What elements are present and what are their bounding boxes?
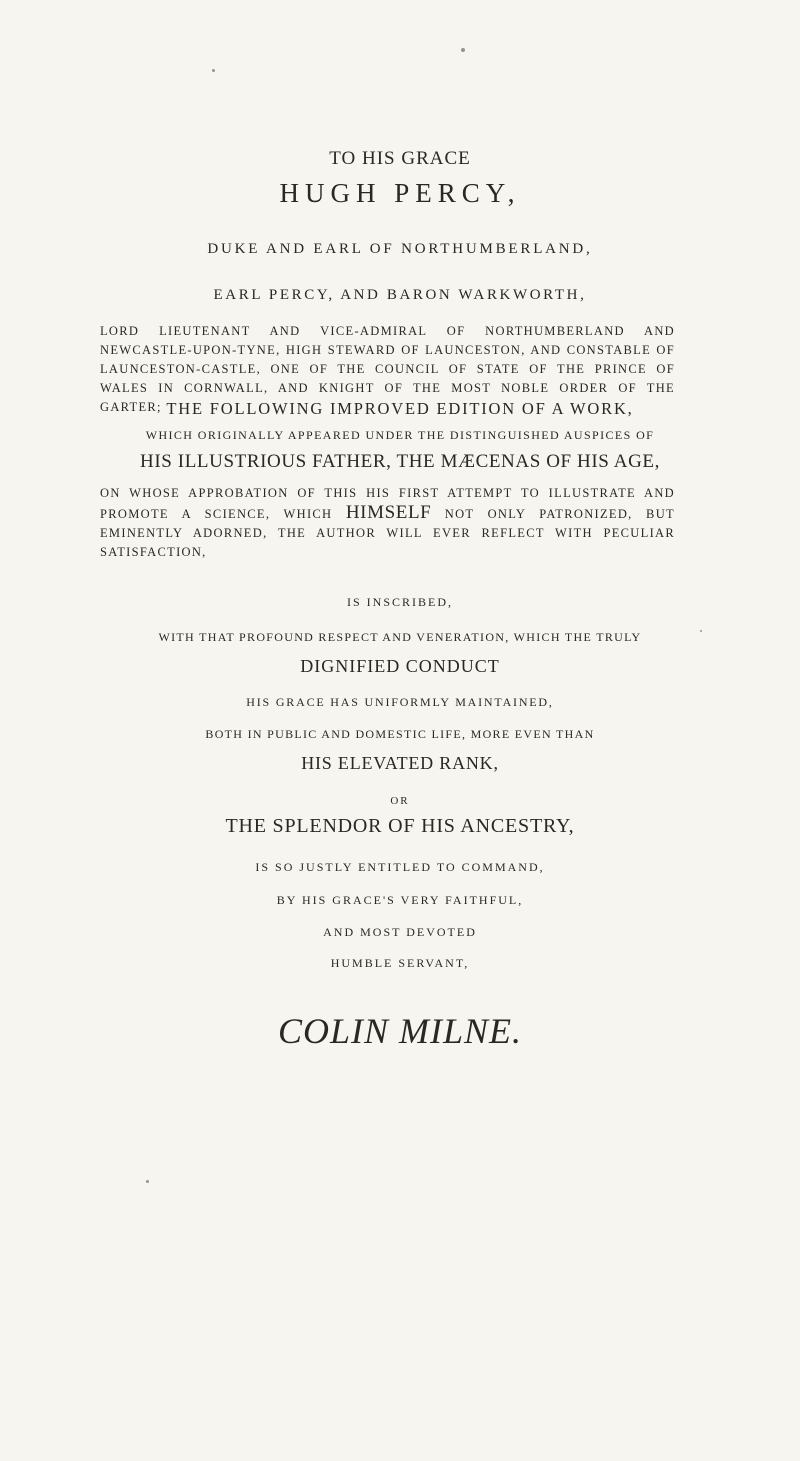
following-edition-line: THE FOLLOWING IMPROVED EDITION OF A WORK, bbox=[166, 399, 634, 418]
humble-servant-line: HUMBLE SERVANT, bbox=[330, 956, 470, 970]
faithful-line: BY HIS GRACE'S VERY FAITHFUL, bbox=[276, 893, 524, 907]
paper-speck bbox=[146, 1180, 149, 1183]
elevated-rank-line: HIS ELEVATED RANK, bbox=[301, 753, 499, 773]
duke-line: DUKE AND EARL OF NORTHUMBERLAND, bbox=[207, 241, 593, 257]
dignified-conduct-line: DIGNIFIED CONDUCT bbox=[300, 656, 500, 676]
public-domestic-line: BOTH IN PUBLIC AND DOMESTIC LIFE, MORE EVEN THAN bbox=[205, 727, 595, 741]
approbation-end: NOT ONLY PATRONIZED, BUT EMINENTLY ADORNED, THE AUTHOR WILL EVER REFLECT WITH PECULIAR SATISFACTION, bbox=[100, 507, 675, 559]
titles-paragraph: LORD LIEUTENANT AND VICE-ADMIRAL OF NORTHUMBERLAND AND NEWCASTLE-UPON-TYNE, HIGH STEWARD OF LAUNCESTON, AND CONSTABLE OF LAUNCESTON-CASTLE, ONE OF THE COUNCIL OF STATE OF THE PRINCE OF WALES IN CORNWALL, AND KNIGHT OF THE MOST NOBLE ORDER OF THE GARTER; bbox=[100, 324, 675, 414]
earl-line: EARL PERCY, AND BARON WARKWORTH, bbox=[213, 287, 587, 303]
approbation-start: ON WHOSE APPROBATION OF THIS HIS FIRST ATTEMPT TO ILLUSTRATE AND PROMOTE A SCIENCE, WHICH bbox=[100, 486, 675, 521]
paper-speck bbox=[212, 69, 215, 72]
devoted-line: AND MOST DEVOTED bbox=[323, 925, 477, 939]
paper-speck bbox=[700, 630, 702, 632]
author-signature: COLIN MILNE. bbox=[277, 1011, 523, 1051]
justly-entitled-line: IS SO JUSTLY ENTITLED TO COMMAND, bbox=[255, 860, 545, 874]
splendor-ancestry-line: THE SPLENDOR OF HIS ANCESTRY, bbox=[225, 815, 575, 837]
himself-word: HIMSELF bbox=[345, 502, 432, 523]
originally-appeared-line: WHICH ORIGINALLY APPEARED UNDER THE DISTINGUISHED AUSPICES OF bbox=[145, 428, 655, 442]
to-his-grace: TO HIS GRACE bbox=[329, 148, 471, 169]
grace-maintained-line: HIS GRACE HAS UNIFORMLY MAINTAINED, bbox=[246, 695, 554, 709]
paper-speck bbox=[461, 48, 465, 52]
dedicatee-name: HUGH PERCY, bbox=[279, 178, 521, 208]
approbation-paragraph bbox=[100, 484, 675, 562]
profound-respect-line: WITH THAT PROFOUND RESPECT AND VENERATION, WHICH THE TRULY bbox=[158, 630, 642, 644]
or-line: OR bbox=[390, 795, 410, 807]
inscribed-line: IS INSCRIBED, bbox=[346, 595, 453, 609]
illustrious-father-line: HIS ILLUSTRIOUS FATHER, THE MÆCENAS OF HIS AGE, bbox=[140, 451, 660, 472]
